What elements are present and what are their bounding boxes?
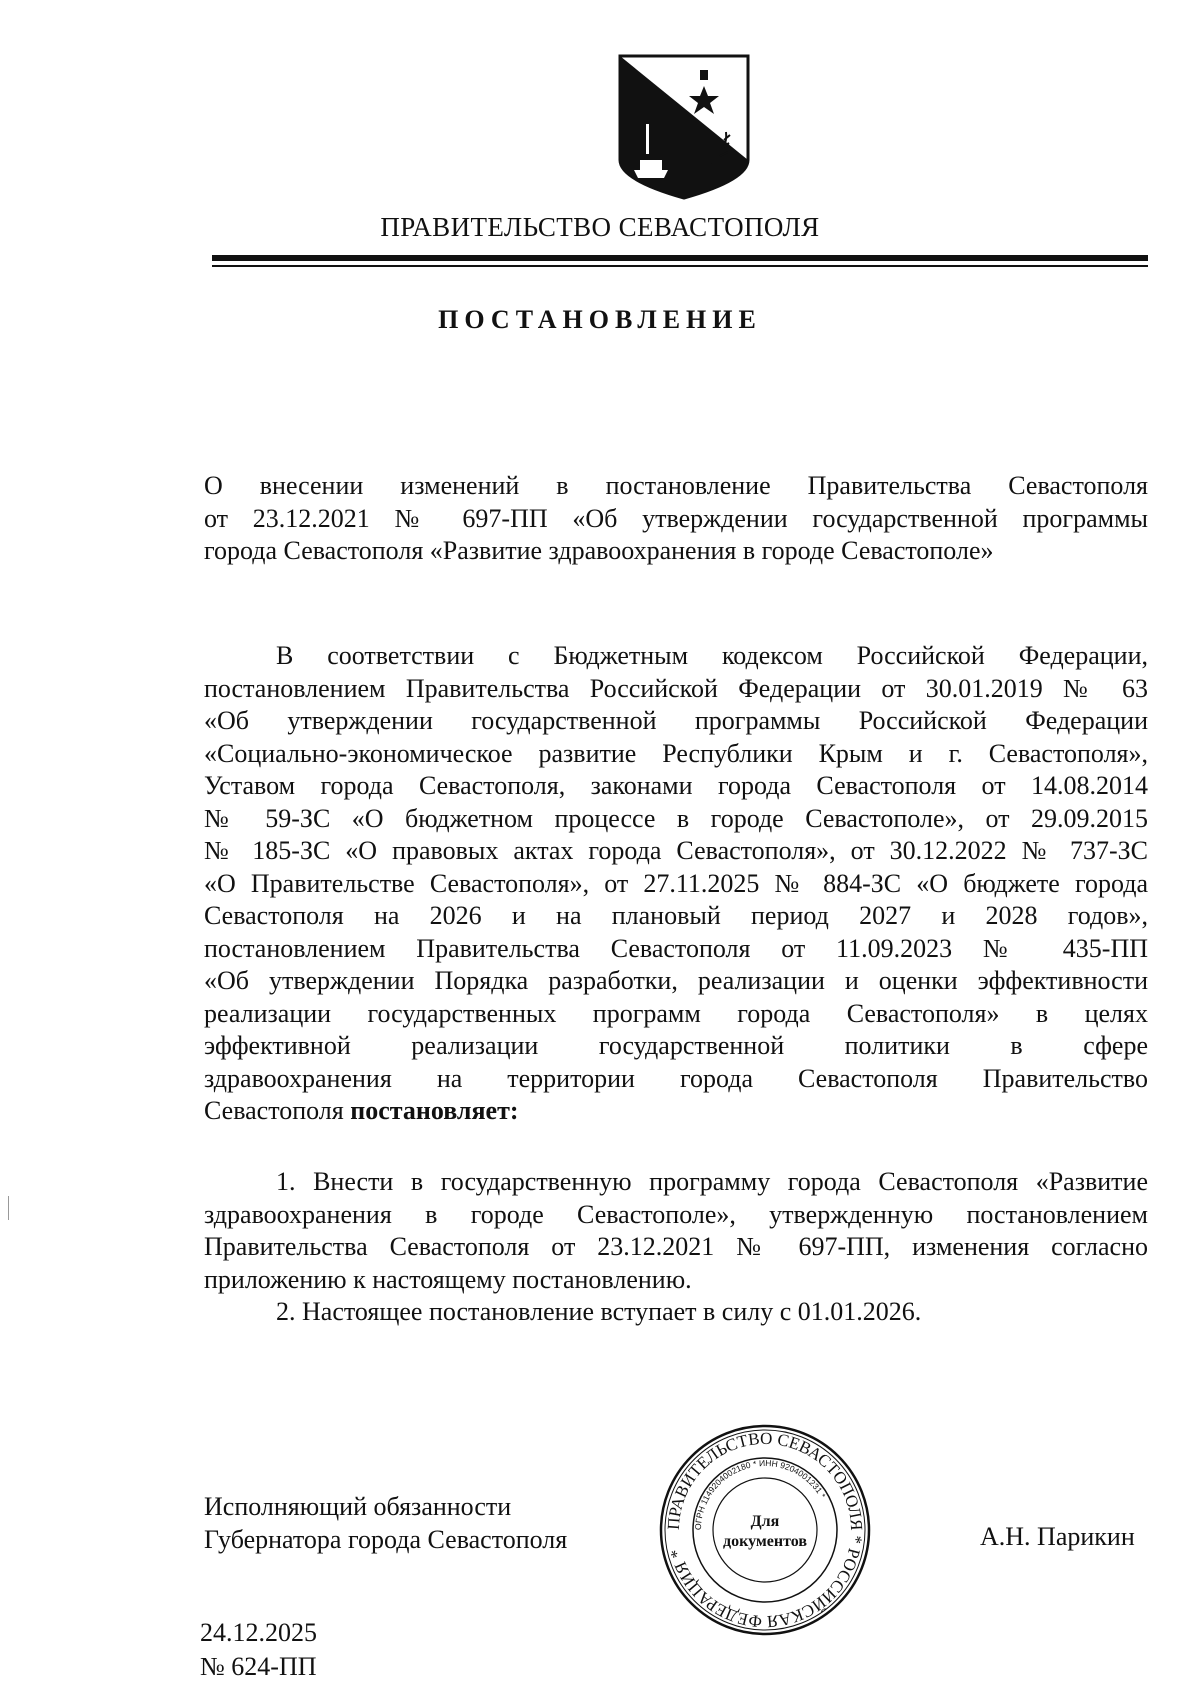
item-1-line: здравоохранения в городе Севастополе», утвержденную постановлением (204, 1199, 1148, 1229)
stamp-inner-text: ОГРН 1149204002180 * ИНН 9204001231 * (692, 1457, 828, 1531)
preamble-line: Уставом города Севастополя, законами города Севастополя от 14.08.2014 (204, 771, 1148, 800)
document-date: 24.12.2025 (200, 1618, 317, 1647)
item-1-last-line: приложению к настоящему постановлению. (204, 1264, 692, 1294)
document-type-title: ПОСТАНОВЛЕНИЕ (438, 305, 762, 334)
header-rule-thick (212, 255, 1148, 261)
resolves-keyword: постановляет: (350, 1096, 519, 1125)
item-1-line: 1. Внести в государственную программу города Севастополя «Развитие (276, 1167, 1148, 1196)
subject-line: города Севастополя «Развитие здравоохранения в городе Севастополе» (204, 536, 994, 565)
document-date-number (200, 1616, 317, 1684)
preamble-line: здравоохранения на территории города Севастополя Правительство (204, 1063, 1148, 1093)
preamble-line: постановлением Правительства Российской Федерации от 30.01.2019 № 63 (204, 673, 1148, 703)
item-2: 2. Настоящее постановление вступает в силу с 01.01.2026. (276, 1297, 922, 1326)
preamble-line: постановлением Правительства Севастополя от 11.09.2023 № 435-ПП (204, 933, 1148, 963)
government-name: ПРАВИТЕЛЬСТВО СЕВАСТОПОЛЯ (380, 212, 820, 242)
item-1-line: Правительства Севастополя от 23.12.2021 № 697-ПП, изменения согласно (204, 1232, 1148, 1261)
resolution-subject (204, 470, 1148, 568)
preamble-line: «Социально-экономическое развитие Республики Крым и г. Севастополя», (204, 738, 1148, 768)
signatory-title (204, 1490, 567, 1556)
stamp-outer-text: ПРАВИТЕЛЬСТВО СЕВАСТОПОЛЯ * РОССИЙСКАЯ ФЕДЕРАЦИЯ * (663, 1428, 867, 1632)
signatory-name: А.Н. Парикин (980, 1522, 1135, 1551)
signatory-title-line: Исполняющий обязанности (204, 1492, 512, 1521)
preamble-paragraph (204, 640, 1148, 1128)
preamble-line: реализации государственных программ города Севастополя» в целях (204, 998, 1148, 1028)
preamble-line: «Об утверждении государственной программы Российской Федерации (204, 706, 1148, 735)
scan-margin-mark (8, 1196, 9, 1220)
preamble-line: Севастополя на 2026 и на плановый период 2027 и 2028 годов», (204, 901, 1148, 930)
preamble-last-line (204, 1095, 1148, 1128)
preamble-line: «Об утверждении Порядка разработки, реализации и оценки эффективности (204, 966, 1148, 995)
preamble-line: «О Правительстве Севастополя», от 27.11.2025 № 884-ЗС «О бюджете города (204, 868, 1148, 898)
stamp-center-line: документов (723, 1533, 807, 1550)
signatory-title-line: Губернатора города Севастополя (204, 1525, 568, 1554)
stamp-center-line: Для (750, 1513, 780, 1530)
official-stamp (655, 1420, 875, 1640)
preamble-line: № 59-ЗС «О бюджетном процессе в городе Севастополе», от 29.09.2015 (204, 803, 1148, 833)
preamble-last-text: Севастополя (204, 1096, 351, 1125)
header-rule-thin (212, 265, 1148, 267)
sevastopol-coat-of-arms-icon (616, 52, 752, 200)
subject-line: О внесении изменений в постановление Правительства Севастополя (204, 471, 1148, 500)
subject-line: от 23.12.2021 № 697-ПП «Об утверждении государственной программы (204, 503, 1148, 533)
preamble-line: эффективной реализации государственной политики в сфере (204, 1031, 1148, 1060)
preamble-line: В соответствии с Бюджетным кодексом Российской Федерации, (276, 641, 1148, 670)
resolution-items (204, 1166, 1148, 1329)
preamble-line: № 185-ЗС «О правовых актах города Севастополя», от 30.12.2022 № 737-ЗС (204, 836, 1148, 865)
document-number: № 624-ПП (200, 1652, 317, 1681)
